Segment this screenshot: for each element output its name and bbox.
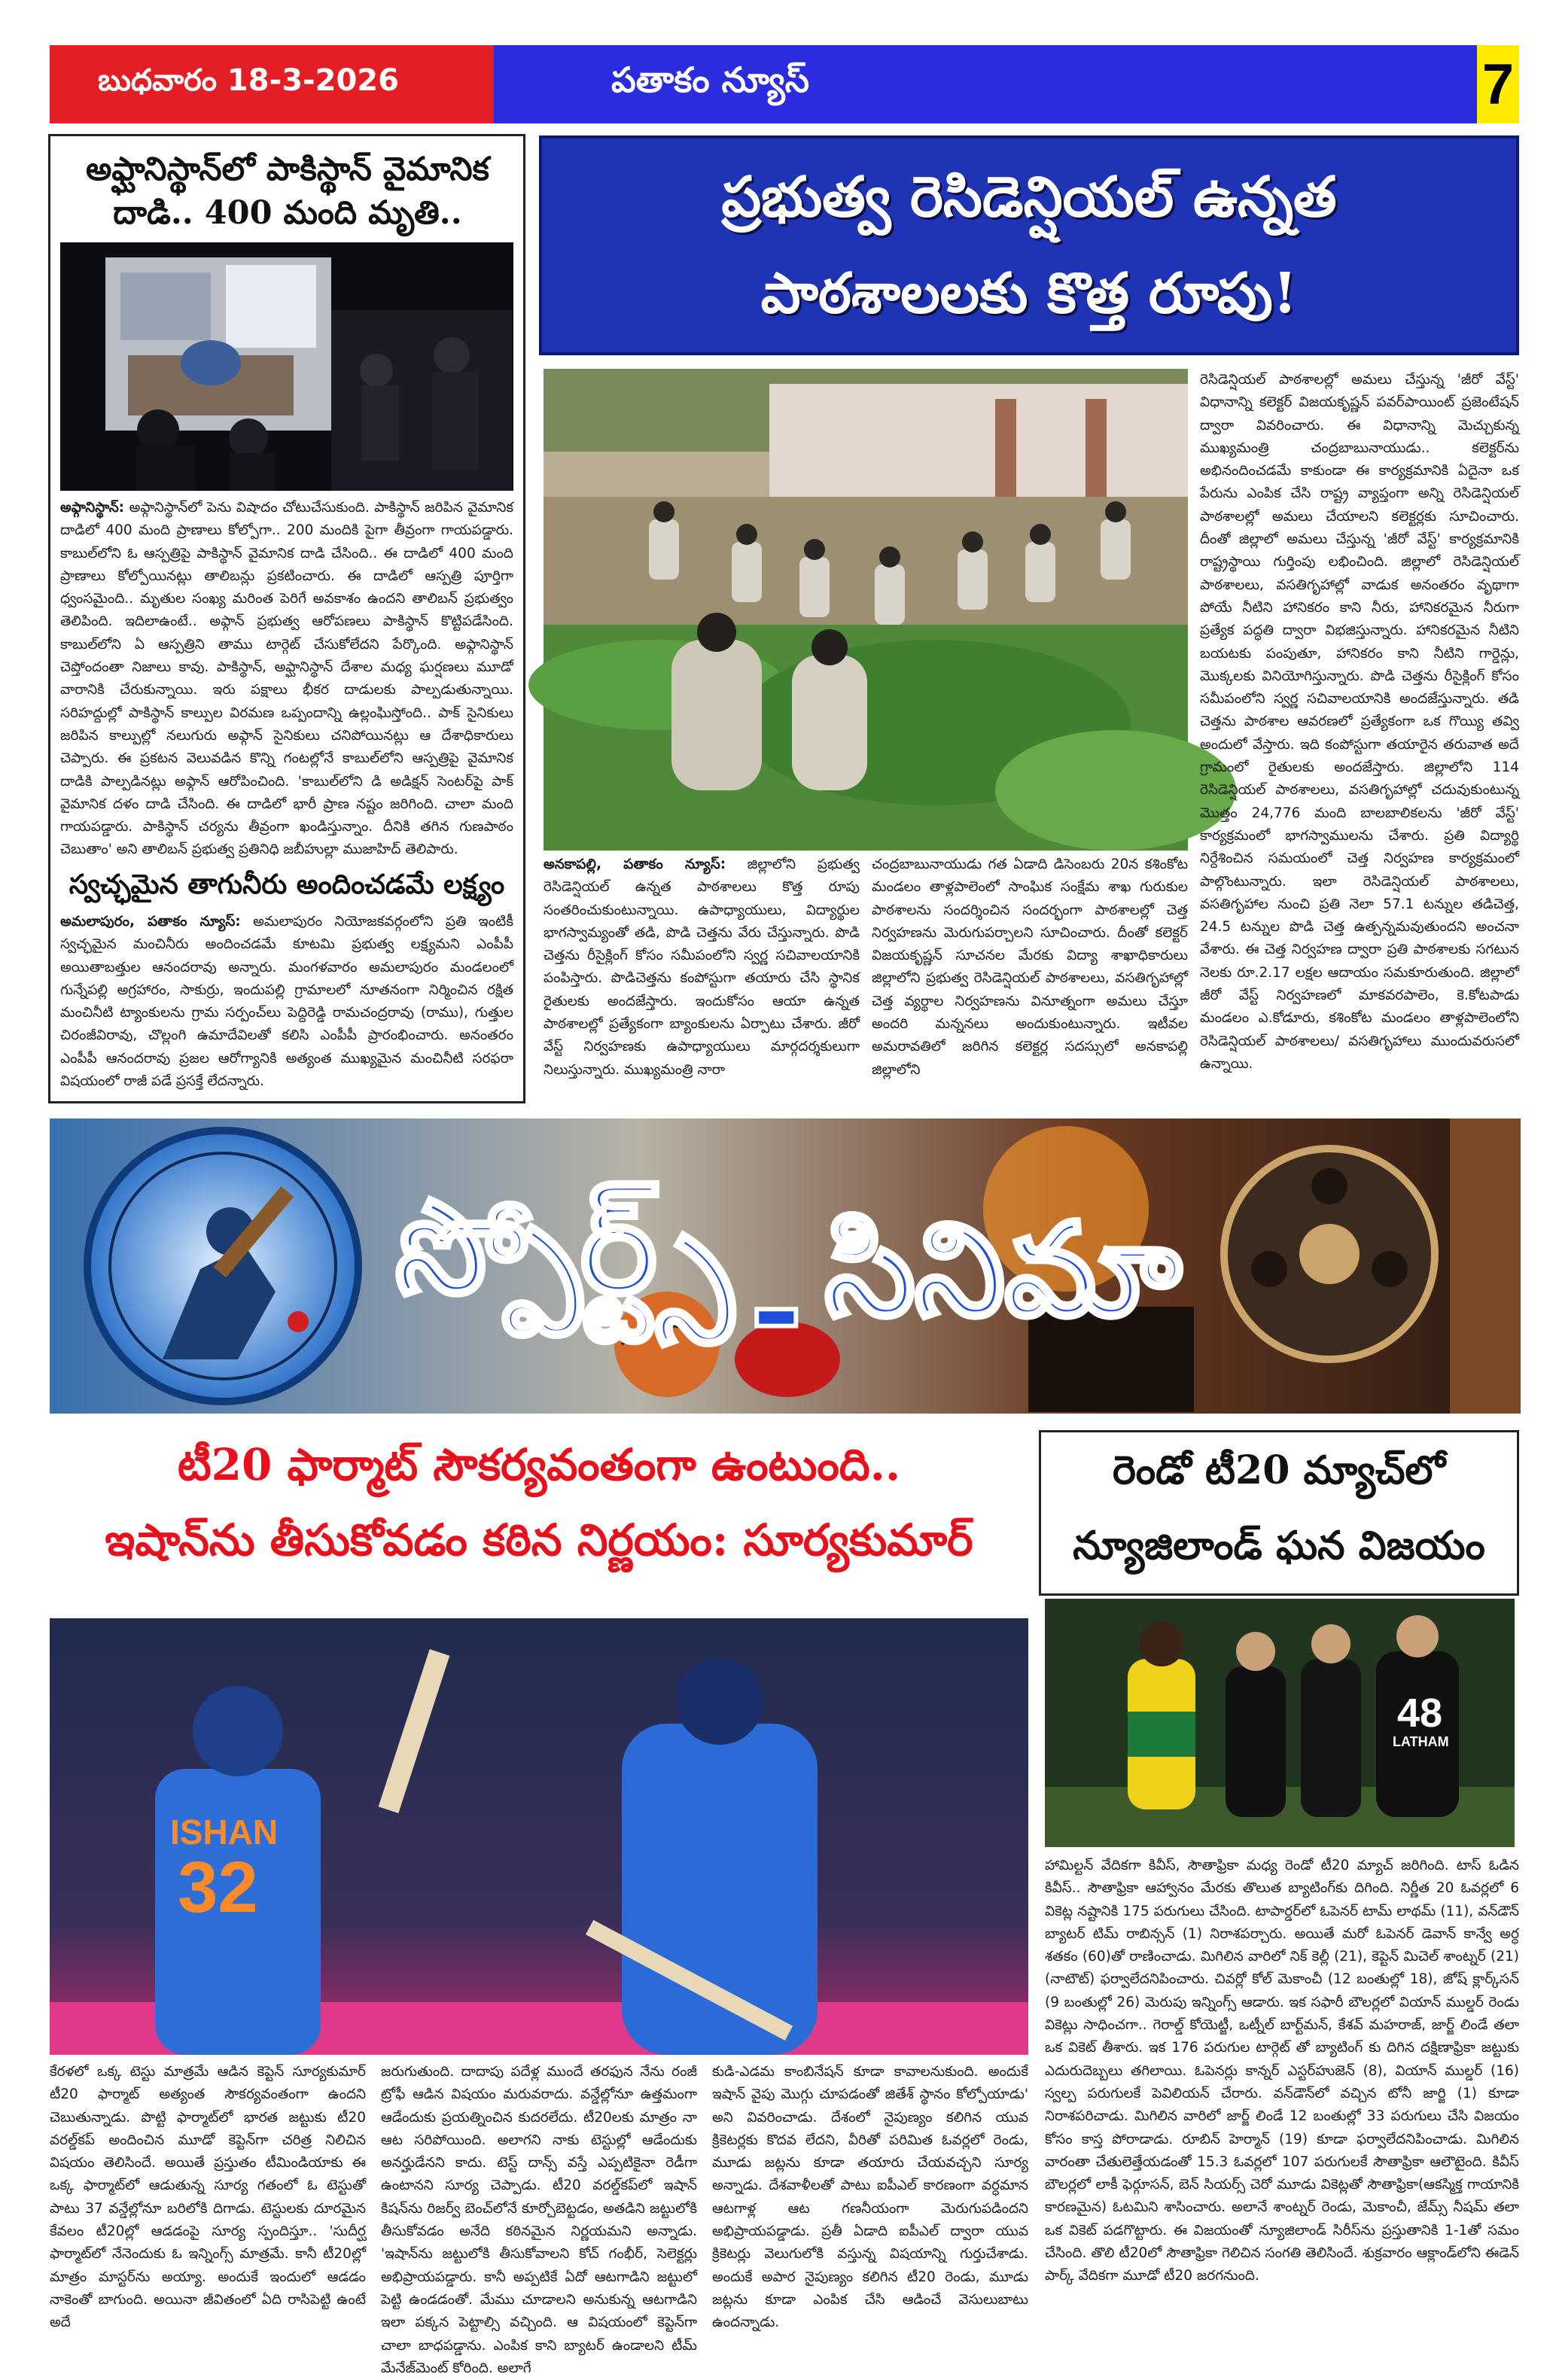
t20-jersey-number: 32 xyxy=(178,1847,258,1928)
t20-headline-line1: టీ20 ఫార్మాట్ సౌకర్యవంతంగా ఉంటుంది.. xyxy=(177,1439,901,1490)
water-dateline: అమలాపురం, పతాకం న్యూస్: xyxy=(60,914,241,930)
afghan-headline: అఫ్ఘానిస్థాన్‌లో పాకిస్థాన్ వైమానిక దాడి.. 400 మంది మృతి.. xyxy=(86,151,489,232)
afghan-dateline: అఫ్గానిస్థాన్: xyxy=(60,500,125,516)
sports-cinema-banner-art xyxy=(50,1118,1521,1414)
nz-jersey-name: LATHAM xyxy=(1393,1734,1449,1749)
t20-headline-line2: ఇషాన్‌ను తీసుకోవడం కఠిన నిర్ణయం: సూర్యకుమార్ xyxy=(105,1514,973,1566)
t20-body-col1: కేరళలో ఒక్క టెస్టు మాత్రమే ఆడిన కెప్టెన్ సూర్యకుమార్ టీ20 ఫార్మాట్ అత్యంత సౌకర్యవంతంగా ఉందని చెబుతున్నాడు. పొట్టి ఫార్మాట్‌లో భారత జట్టుకు టీ20 వరల్డ్‌కప్ అందించిన మూడో కెప్టెన్‌గా చరిత్ర నిలిచిన విషయం తెలిసిందే. అయితే ప్రస్తుతం టీమిండియాకు ఈ ఒక్క ఫార్మాట్‌లో ఆడుతున్న సూర్య గతంలో ఓ టెస్టుతో పాటు 37 వన్డేల్లోనూ బరిలోకి దిగాడు. టెస్టులకు దూరమైన కేవలం టీ20ల్లో ఆడడంపై సూర్య స్పందిస్తూ.. 'సుదీర్ఘ ఫార్మాట్‌లో నేనెందుకు ఓ ఇన్నింగ్స్ మాత్రమే. కానీ టీ20ల్లో మాత్రం మాస్టర్‌ను అయ్యా. అందుకే ఇందులో ఆడడం నాకెంతో బాగుంది. అయినా జీవితంలో ఏది రాసిపెట్టి ఉంటే అదే xyxy=(50,2064,366,2331)
school-headline-banner xyxy=(539,135,1519,355)
school-body-a: జిల్లాలోని ప్రభుత్వ రెసిడెన్షియల్ ఉన్నత పాఠశాలలు కొత్త రూపు సంతరించుకుంటున్నాయి. ఉపాధ్యాయులు, విద్యార్థుల భాగస్వామ్యంతో తడి, పొడి చెత్తను వేరు చేస్తున్నారు. పొడి చెత్తను రీసైక్లింగ్ కోసం సమీపంలోని స్వర్ణ సచివాలయానికి పంపిస్తారు. పొడిచెత్తను కంపోస్టుగా తయారు చేసి స్థానిక రైతులకు అందజేస్తారు. ఇందుకోసం ఆయా ఉన్నత పాఠశాలల్లో ప్రత్యేకంగా బ్యాంకులను ఏర్పాటు చేశారు. జీరో వేస్ట్ నిర్వహణకు ఉపాధ్యాయులు మార్గదర్శకులుగా నిలుస్తున్నారు. ముఖ్యమంత్రి నారా xyxy=(544,857,860,1078)
afghan-photo xyxy=(60,242,513,491)
t20-photo xyxy=(50,1618,1028,2055)
nz-photo xyxy=(1045,1599,1515,1847)
water-body-text: అమలాపురం నియోజకవర్గంలోని ప్రతి ఇంటికీ స్వచ్ఛమైన మంచినీరు అందించడమే కూటమి ప్రభుత్వ లక్ష్యమని ఎంపీపీ అయితాబత్తుల ఆనందరావు అన్నారు. మంగళవారం అమలాపురం మండలంలో గున్నేపల్లి అగ్రహారం, సాకుర్రు, ఇందుపల్లి గ్రామాలలో నూతనంగా నిర్మించిన రక్షిత మంచినీటి ట్యాంకులను గ్రామ సర్పంచ్‌లు పెద్దిరెడ్డి రామచంద్రరావు (రాము), గుత్తుల చిరంజీవిరావు, చొల్లంగి ఉమాదేవిలతో కలిసి ఎంపీపీ ప్రారంభించారు. అనంతరం ఎంపీపీ ఆనందరావు ప్రజల ఆరోగ్యానికి అత్యంత ముఖ్యమైన మంచినీటి సరఫరా విషయంలో రాజీ పడే ప్రసక్తే లేదన్నారు. xyxy=(60,914,513,1090)
school-headline-line1: ప్రభుత్వ రెసిడెన్షియల్ ఉన్నత xyxy=(721,165,1337,230)
school-body-col3: రెసిడెన్షియల్ పాఠశాలల్లో అమలు చేస్తున్న 'జీరో వేస్ట్' విధానాన్ని కలెక్టర్ విజయకృష్ణన్ పవర్‌పాయింట్ ప్రజెంటేషన్ ద్వారా వివరించారు. ఈ విధానాన్ని మెచ్చుకున్న ముఖ్యమంత్రి చంద్రబాబునాయుడు.. కలెక్టర్‌ను అభినందించడమే కాకుండా ఈ కార్యక్రమానికి ఏదైనా ఒక పేరును ఎంపిక చేసి రాష్ట్ర వ్యాప్తంగా అన్ని రెసిడెన్షియల్ పాఠశాలల్లో అమలు చేయాలని కలెక్టర్లకు సూచించారు. దీంతో జిల్లాలో అమలు చేస్తున్న 'జీరో వేస్ట్' కార్యక్రమానికి రాష్ట్రస్థాయి గుర్తింపు లభించింది. జిల్లాలో రెసిడెన్షియల్ పాఠశాలలు, వసతిగృహాల్లో వాడుక అనంతరం వృథాగా పోయే నీటిని హానికరం కాని నీరు, హానికరమైన నీరుగా ప్రత్యేక పద్ధతి ద్వారా విభజిస్తున్నారు. హానికరమైన నీటిని బయటకు పంపుతూ, హానికరం కాని నీటిని గార్డెన్లు, మొక్కలకు వినియోగిస్తున్నారు. పొడి చెత్తను రీసైక్లింగ్ కోసం సమీపంలోని స్వర్ణ సచివాలయానికి అందజేస్తున్నారు. తడి చెత్తను పాఠశాల ఆవరణలో ప్రత్యేకంగా ఒక గొయ్యి తవ్వి అందులో వేస్తారు. ఇది కంపోస్టుగా తయారైన తరువాత అదే గ్రామంలో రైతులకు అందజేస్తారు. జిల్లాలోని 114 రెసిడెన్షియల్ పాఠశాలలు, వసతిగృహాల్లో చదువుకుంటున్న మొత్తం 24,776 మంది బాలబాలికలను 'జీరో వేస్ట్' కార్యక్రమంలో భాగస్వాములను చేశారు. ప్రతి విద్యార్థి నిర్దేశించిన సమయంలో చెత్త నిర్వహణ కార్యక్రమంలో పాల్గొంటున్నారు. ఇలా రెసిడెన్షియల్ పాఠశాలలు, వసతిగృహాల నుంచి ప్రతి నెలా 57.1 టన్నుల తడిచెత్త, 24.5 టన్నుల పొడి చెత్త ఉత్పన్నమవుతుందని అంచనా వేశారు. ఈ చెత్త నిర్వహణ ద్వారా ప్రతి పాఠశాలకు సగటున నెలకు రూ.2.17 లక్షల ఆదాయం సమకూరుతుంది. జిల్లాలో జీరో వేస్ట్ నిర్వహణలో మాకవరపాలెం, కె.కోటపాడు మండలం ఎ.కోడూరు, కశింకోట మండలం తాళ్లపాలెంలోని రెసిడెన్షియల్ పాఠశాలలు/ వసతిగృహాలు ముందువరుసలో ఉన్నాయి. xyxy=(1200,372,1519,1072)
banner-word-sports: స్పోర్ట్స్ xyxy=(396,1172,733,1322)
school-body-col1 xyxy=(544,854,860,1103)
school-photo-illustration xyxy=(544,369,1188,851)
afghan-photo-illustration xyxy=(60,242,513,491)
t20-body-col3: కుడి-ఎడమ కాంబినేషన్ కూడా కావాలనుకుంది. అందుకే ఇషాన్ వైపు మొగ్గు చూపడంతో జితేశ్ స్థానం కోల్పోయాడు' అని వివరించాడు. దేశంలో నైపుణ్యం కలిగిన యువ క్రికెటర్లకు కొదవ లేదని, వీరితో పరిమిత ఓవర్లలో రెండు, మూడు జట్లను కూడా తయారు చేయవచ్చని సూర్య అన్నాడు. దేశవాళీలతో పాటు ఐపీఎల్ కారణంగా వర్ధమాన ఆటగాళ్ల ఆట గణనీయంగా మెరుగుపడిందని అభిప్రాయపడ్డాడు. ప్రతీ ఏడాది ఐపీఎల్ ద్వారా యువ క్రికెటర్లు వెలుగులోకి వస్తున్న విషయాన్ని గుర్తుచేశాడు. అందుకే అపార నైపుణ్యం కలిగిన టీ20 రెండు, మూడు జట్లను కూడా ఎంపిక చేసి ఆడించే వెసులుబాటు ఉందన్నాడు. xyxy=(712,2064,1028,2331)
water-body xyxy=(60,911,513,1099)
t20-body-col2: జరుగుతుంది. దాదాపు పదేళ్ల ముందే తరఫున నేను రంజీ ట్రోఫీ ఆడిన విషయం మరువరాదు. వన్డేల్లోనూ ఉత్తమంగా ఆడేందుకు ప్రయత్నించిన కుదరలేదు. టీ20లకు మాత్రం నా ఆట సరిపోయింది. అలాగని నాకు టెస్టుల్లో ఆడేందుకు అనర్హుడేనని కాదు. టెస్ట్ దాన్స్ వస్తే ఎప్పటికైనా రెడీగా ఉంటానని సూర్య చెప్పాడు. టీ20 వరల్డ్‌కప్‌లో ఇషాన్ కిషన్‌ను రిజర్వ్ బెంచ్‌లోనే కూర్చోబెట్టడం, అతడిని జట్టులోకి తీసుకోవడం అనేది కఠినమైన నిర్ణయమని అన్నాడు. 'ఇషాన్‌ను జట్టులోకి తీసుకోవాలని కోచ్ గంభీర్, సెలెక్టర్లు అభిప్రాయపడ్డారు. కానీ అప్పటికే ఏదో ఆటగాడిని జట్టులో పెట్టి ఉండడంతో. మేము చూడాలని అనుకున్న ఆటగాడిని ఇలా పక్కన పెట్టాల్సి వచ్చింది. ఆ విషయంలో కెప్టెన్‌గా చాలా బాధపడ్డాను. ఎంపిక కాని బ్యాటర్ ఉండాలని టీమ్ మేనేజ్‌మెంట్ కోరింది. అలాగే xyxy=(381,2064,697,2376)
sports-cinema-banner xyxy=(50,1118,1521,1414)
banner-dash: - xyxy=(750,1232,803,1383)
nz-headline xyxy=(1042,1433,1516,1593)
nz-headline-line1: రెండో టీ20 మ్యాచ్‌లో xyxy=(1112,1447,1446,1493)
t20-photo-illustration xyxy=(50,1618,1028,2055)
school-headline-line2: పాఠశాలలకు కొత్త రూపు! xyxy=(760,261,1298,326)
t20-jersey-name: ISHAN xyxy=(170,1812,279,1852)
banner-word-cinema: సినిమా xyxy=(825,1195,1182,1345)
header-paper-name: పతాకం న్యూస్ xyxy=(494,45,1477,123)
afghan-body-text: అఫ్గానిస్థాన్‌లో పెను విషాదం చోటుచేసుకుంది. పాకిస్థాన్ జరిపిన వైమానిక దాడిలో 400 మంది ప్రాణాలు కోల్పోగా.. 200 మందికి పైగా తీవ్రంగా గాయపడ్డారు. కాబుల్‌లోని ఓ ఆస్పత్రిపై పాకిస్థాన్ వైమానిక దాడి చేసింది.. ఈ దాడిలో 400 మంది ప్రాణాలు కోల్పోయినట్లు తాలిబన్లు ప్రకటించారు. ఈ దాడిలో ఆస్పత్రి పూర్తిగా ధ్వంసమైంది.. మృతుల సంఖ్య మరింత పెరిగే అవకాశం ఉందని తాలిబన్ ప్రభుత్వం తెలిపింది. ఇదిలాఉంటే.. అఫ్గాన్ ప్రభుత్వ ఆరోపణలు పాకిస్థాన్ కొట్టిపడేసింది. కాబుల్‌లోని ఏ ఆస్పత్రిని తాము టార్గెట్ చేసుకోలేదని పేర్కొంది. అఫ్గానిస్థాన్ చెప్తోందంతా నిజాలు కావు. పాకిస్థాన్, అఫ్ఘానిస్థాన్ దేశాల మధ్య ఘర్షణలు మూడో వారానికి చేరుకున్నాయి. ఇరు పక్షాలు భీకర దాడులకు పాల్పడుతున్నాయి. సరిహద్దుల్లో పాకిస్థాన్ కాల్పుల విరమణ ఒప్పందాన్ని ఉల్లంఘిస్తోంది.. పాక్ సైనికులు జరిపిన కాల్పుల్లో నలుగురు అఫ్గాన్ సైనికులు చనిపోయినట్లు ఆ దేశాధికారులు చెప్పారు. ఈ ప్రకటన వెలువడిన కొన్ని గంటల్లోనే కాబుల్‌లోని ఆస్పత్రిపై వైమానిక దాడికి పాల్పడినట్లు అఫ్గాన్ ఆరోపించింది. 'కాబుల్‌లోని డి అడిక్షన్ సెంటర్‌పై పాక్ వైమానిక దళం దాడి చేసింది. ఈ దాడిలో భారీ ప్రాణ నష్టం జరిగింది. చాలా మంది గాయపడ్డారు. పాకిస్థాన్ చర్యను తీవ్రంగా ఖండిస్తున్నాం. దీనికి తగిన గుణపాఠం చెబుతాం' అని తాలిబన్ ప్రభుత్వ ప్రతినిధి జబీహుల్లా ముజాహిద్ తెలిపారు. xyxy=(60,500,513,858)
school-photo xyxy=(544,369,1188,851)
nz-jersey-number: 48 xyxy=(1397,1691,1443,1736)
nz-photo-illustration xyxy=(1045,1599,1515,1847)
nz-headline-line2: న్యూజిలాండ్ ఘన విజయం xyxy=(1073,1523,1485,1569)
header-page-number: 7 xyxy=(1477,45,1519,123)
afghan-body xyxy=(60,497,513,858)
water-headline: స్వచ్ఛమైన తాగునీరు అందించడమే లక్ష్యం xyxy=(69,869,505,900)
header-date: బుధవారం 18-3-2026 xyxy=(50,45,494,123)
nz-body: హామిల్టన్ వేదికగా కివీస్, సౌతాఫ్రికా మధ్య రెండో టీ20 మ్యాచ్ జరిగింది. టాస్ ఓడిన కివీస్.. సౌతాఫ్రికా ఆహ్వానం మేరకు తొలుత బ్యాటింగ్‌కు దిగింది. నిర్ణీత 20 ఓవర్లలో 6 వికెట్ల నష్టానికి 175 పరుగులు చేసింది. టాపార్డర్‌లో ఓపెనర్ టామ్ లాథమ్ (11), వన్‌డౌన్ బ్యాటర్ టిమ్ రాబిన్సన్ (1) నిరాశపర్చారు. అయితే మరో ఓపెనర్ డెవాన్ కాన్వే అర్ధ శతకం (60)తో రాణించాడు. మిగిలిన వారిలో నిక్ కెల్లీ (21), కెప్టెన్ మిచెల్ శాంట్నర్ (21)(నాటౌట్) ఫర్వాలేదనిపించారు. చివర్లో కోల్ మెకాంచీ (12 బంతుల్లో 18), జోష్ క్లార్క్‌సన్ (9 బంతుల్లో 26) మెరుపు ఇన్నింగ్స్ ఆడారు. ఇక సఫారీ బౌలర్లలో వియాన్ ముల్డర్ రెండు వికెట్లు సాధించగా.. గెరాల్డ్ కోయెట్జీ, ఒట్నీల్ బార్ట్‌మన్, కేశవ్ మహరాజ్, జార్జ్ లిండే తలా ఒక వికెట్ తీశారు. ఇక 176 పరుగుల టార్గెట్ తో బ్యాటింగ్ కు దిగిన దక్షిణాఫ్రికా జట్టుకు ఎదురుదెబ్బలు తగిలాయి. ఓపెనర్లు కాన్నర్ ఎస్టర్‌హుజెన్ (8), వియాన్ ముల్డర్ (16) స్వల్ప పరుగులకే పెవిలియన్ చేరారు. వన్‌డౌన్‌లో వచ్చిన టోనీ జార్జి (1) కూడా నిరాశపరిచాడు. మిగిలిన వారిలో జార్జ్ లిండే 12 బంతుల్లో 33 పరుగులు చేసి విజయం కోసం కాస్త పోరాడాడు. రూబిన్ హెర్మాన్ (19) కూడా ఫర్వాలేదనిపించాడు. మిగిలిన వారంతా చేతులెత్తేయడంతో 15.3 ఓవర్లలో 107 పరుగులకే సౌతాఫ్రికా ఆలౌటైంది. కివీస్ బౌలర్లలో లాకీ ఫెర్గూసన్, బెన్ సియర్స్ చెరో మూడు వికెట్లతో సౌతాఫ్రికా(ఆకస్మిక్త గాయానికి కారణమైన) ఓటమిని శాసించారు. అలానే శాంట్నర్ రెండు, మెకాంచీ, జేమ్స్ నీషమ్ తలా ఒక వికెట్ పడగొట్టారు. ఈ విజయంతో న్యూజిలాండ్ సిరీస్‌ను ప్రస్తుతానికి 1-1తో సమం చేసింది. తొలి టీ20లో సౌతాఫ్రికా గెలిచిన సంగతి తెలిసిందే. శుక్రవారం ఆక్లాండ్‌లోని ఈడెన్ పార్క్ వేదికగా మూడో టీ20 జరగనుంది. xyxy=(1045,1858,1519,2284)
school-body-col2: చంద్రబాబునాయుడు గత ఏడాది డిసెంబరు 20న కశింకోట మండలం తాళ్లపాలెంలో సాంఘిక సంక్షేమ శాఖ గురుకుల పాఠశాలను సందర్శించిన సందర్భంగా పాఠశాలల్లో చెత్త నిర్వహణను మెరుగుపర్చాలని సూచించారు. దీంతో కలెక్టర్ విజయకృష్ణన్ సూచనల మేరకు విద్యా శాఖాధికారులు జిల్లాలోని ప్రభుత్వ రెసిడెన్షియల్ పాఠశాలలు, వసతిగృహాల్లో చెత్త వ్యర్థాల నిర్వహణను వినూత్నంగా అమలు చేస్తూ అందరి మన్ననలు అందుకుంటున్నారు. ఇటీవల అమరావతిలో జరిగిన కలెక్టర్ల సదస్సులో అనకాపల్లి జిల్లాలోని xyxy=(872,857,1188,1078)
school-dateline: అనకాపల్లి, పతాకం న్యూస్: xyxy=(544,857,726,872)
t20-headline xyxy=(50,1427,1028,1585)
